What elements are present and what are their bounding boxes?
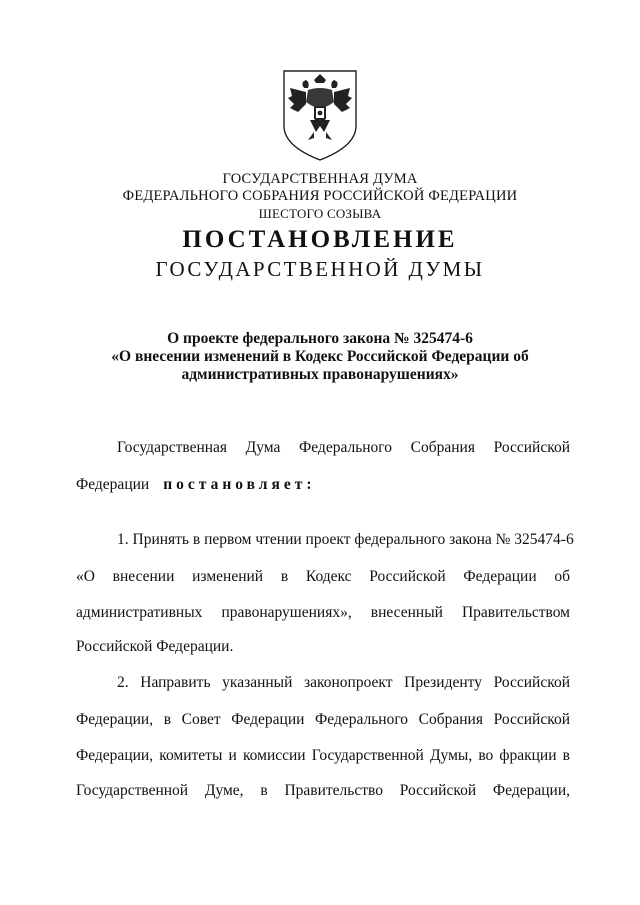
paragraph-2-line-3: Федерации, комитеты и комиссии Государственной Думы, во фракции в (76, 747, 570, 764)
subject-line-3: административных правонарушениях» (181, 366, 459, 383)
paragraph-1-line-2: «О внесении изменений в Кодекс Российской Федерации об (76, 568, 570, 585)
preamble-line-1: Государственная Дума Федерального Собрания Российской (117, 439, 570, 456)
paragraph-1-line-4: Российской Федерации. (76, 638, 234, 655)
document-title: ПОСТАНОВЛЕНИЕ (182, 226, 458, 253)
resolves-word: постановляет: (163, 476, 316, 493)
header-duma: ГОСУДАРСТВЕННАЯ ДУМА (222, 171, 418, 187)
preamble-line-2 (76, 475, 570, 495)
preamble-start: Федерации (76, 476, 150, 493)
paragraph-2-line-2: Федерации, в Совет Федерации Федерального Собрания Российской (76, 711, 570, 728)
header-federal-assembly: ФЕДЕРАЛЬНОГО СОБРАНИЯ РОССИЙСКОЙ ФЕДЕРАЦИИ (122, 188, 518, 204)
document-subtitle: ГОСУДАРСТВЕННОЙ ДУМЫ (155, 257, 485, 281)
paragraph-2-line-1: 2. Направить указанный законопроект Президенту Российской (117, 674, 570, 691)
subject-line-1: О проекте федерального закона № 325474-6 (167, 330, 473, 347)
header-convocation: ШЕСТОГО СОЗЫВА (258, 206, 382, 221)
paragraph-2-line-4: Государственной Думе, в Правительство Российской Федерации, (76, 782, 570, 799)
paragraph-1-line-1: 1. Принять в первом чтении проект федерального закона № 325474-6 (117, 531, 574, 548)
coat-of-arms-icon (280, 68, 360, 163)
subject-line-2: «О внесении изменений в Кодекс Российской Федерации об (111, 348, 529, 365)
paragraph-1-line-3: административных правонарушениях», внесенный Правительством (76, 604, 570, 621)
